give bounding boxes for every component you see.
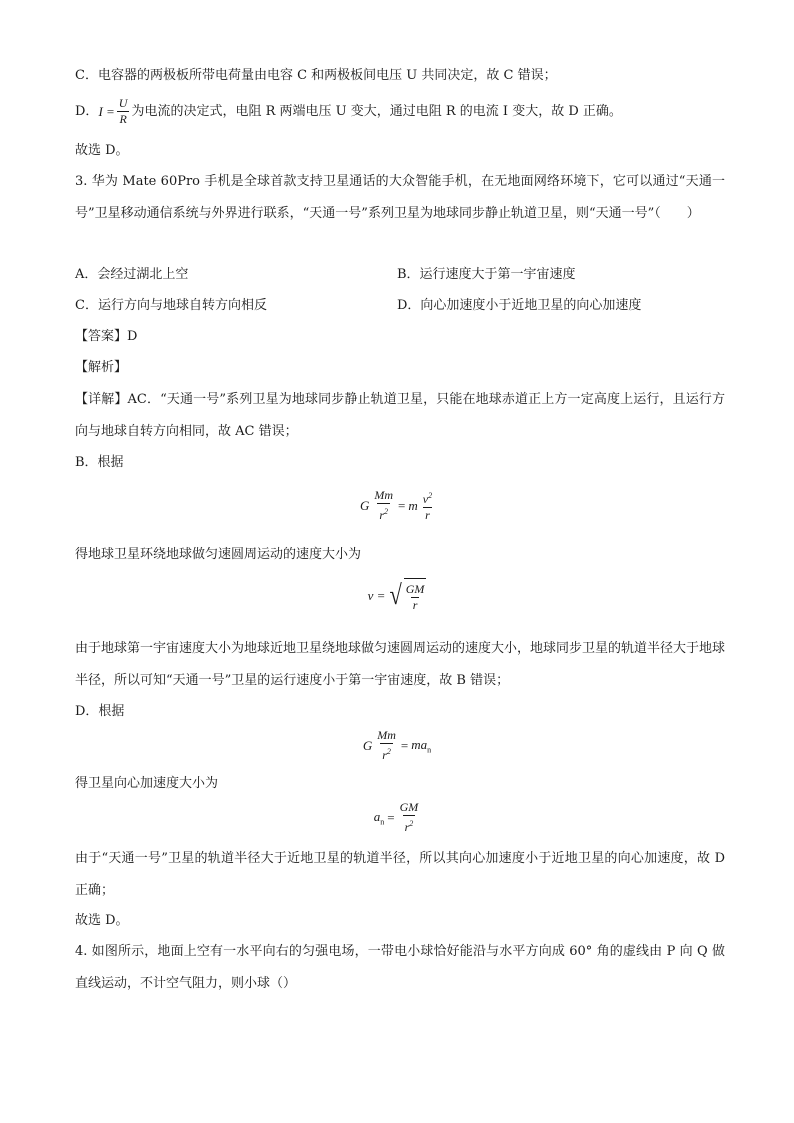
eq4-den-base: r xyxy=(404,820,410,834)
eq3-denominator xyxy=(380,743,393,763)
eq1-right-num-base: v xyxy=(422,492,429,506)
eq4-lhs xyxy=(374,809,385,827)
eq1-right-num-exponent: 2 xyxy=(428,491,433,500)
d-result-intro: 得卫星向心加速度大小为 xyxy=(75,776,219,791)
eq3-equals: = xyxy=(400,737,409,753)
eq3-den-exponent: 2 xyxy=(386,747,391,756)
eq2-denominator: r xyxy=(412,598,418,612)
formula-current-fraction xyxy=(117,96,130,127)
detail-ac: 【详解】AC．“天通一号”系列卫星为地球同步静止轨道卫星，只能在地球赤道正上方一定高度上运行，且运行方向与地球自转方向相同，故 AC 错误； xyxy=(75,392,725,439)
eq3-rhs-base: ma xyxy=(411,736,428,752)
eq1-equals: = xyxy=(398,497,406,513)
eq3-g: G xyxy=(362,737,373,753)
d-conclusion: 由于“天通一号”卫星的轨道半径大于近地卫星的轨道半径，所以其向心加速度小于近地卫星的向心加速度，故 D 正确； xyxy=(75,851,725,898)
eq4-fraction xyxy=(398,800,421,835)
analysis-label: 【解析】 xyxy=(75,360,128,375)
eq1-right-fraction xyxy=(421,488,434,523)
eq1-left-den-exponent: 2 xyxy=(384,507,388,516)
eq1-right-numerator xyxy=(421,488,434,507)
option-a: A．会经过湖北上空 xyxy=(75,267,189,282)
eq4-den-exponent: 2 xyxy=(409,819,414,828)
eq1-left-denominator xyxy=(377,503,390,523)
b-conclusion: 由于地球第一宇宙速度大小为地球近地卫星绕地球做匀速圆周运动的速度大小，地球同步卫星的轨道半径大于地球半径，所以可知“天通一号”卫星的运行速度小于第一宇宙速度，故 B 错误； xyxy=(75,641,726,688)
eq2-fraction xyxy=(404,582,427,613)
question-3-stem: 3. 华为 Mate 60Pro 手机是全球首款支持卫星通话的大众智能手机，在无地面网络环境下，它可以通过“天通一号”卫星移动通信系统与外界进行联系，“天通一号”系列卫星为地球同步静止轨道卫星，则“天通一号”（ ） xyxy=(75,174,725,221)
eq1-g: G xyxy=(359,497,370,513)
question-4-stem: 4. 如图所示，地面上空有一水平向右的匀强电场，一带电小球恰好能沿与水平方向成 60° 角的虚线由 P 向 Q 做直线运动，不计空气阻力，则小球（） xyxy=(75,944,725,991)
option-d-prev-suffix: 为电流的决定式，电阻 R 两端电压 U 变大，通过电阻 R 的电流 I 变大，故 D 正确。 xyxy=(131,103,622,119)
sqrt-radical xyxy=(388,578,426,614)
option-c-prev-explanation: C．电容器的两极板所带电荷量由电容 C 和两极板间电压 U 共同决定，故 C 错误； xyxy=(75,68,557,83)
formula-current-numerator: U xyxy=(118,96,128,110)
eq4-equals: = xyxy=(387,809,395,825)
b-result-intro: 得地球卫星环绕地球做匀速圆周运动的速度大小为 xyxy=(75,547,362,562)
eq3-fraction xyxy=(375,728,398,763)
eq1-right-denominator: r xyxy=(425,508,430,522)
eq1-left-numerator: Mm xyxy=(374,488,393,502)
answer-label: 【答案】D xyxy=(75,329,138,344)
eq4-numerator: GM xyxy=(399,800,419,814)
sqrt-sign-icon: √ xyxy=(389,580,403,611)
eq3-rhs xyxy=(411,737,431,755)
formula-current-denominator: R xyxy=(119,112,127,126)
equation-gravity-velocity xyxy=(0,488,794,523)
eq4-denominator xyxy=(403,815,416,835)
option-b: B．运行速度大于第一宇宙速度 xyxy=(397,267,576,282)
formula-current-lhs: I = xyxy=(98,103,115,119)
select-answer: 故选 D。 xyxy=(75,913,129,928)
eq2-lhs: v = xyxy=(367,588,386,603)
sqrt-body xyxy=(404,578,427,614)
eq3-numerator: Mm xyxy=(377,728,396,742)
b-intro: B．根据 xyxy=(75,455,124,470)
eq3-rhs-subscript: n xyxy=(427,745,432,755)
eq2-numerator: GM xyxy=(405,582,425,596)
eq3-den-base: r xyxy=(382,748,387,762)
eq1-m: m xyxy=(408,497,418,513)
option-d: D．向心加速度小于近地卫星的向心加速度 xyxy=(397,298,642,313)
eq4-lhs-subscript: n xyxy=(380,817,385,827)
option-d-prev-prefix: D． xyxy=(75,103,99,119)
equation-gravity-acceleration xyxy=(0,728,794,763)
option-c: C．运行方向与地球自转方向相反 xyxy=(75,298,267,313)
eq1-left-fraction xyxy=(372,488,395,523)
equation-centripetal-acceleration xyxy=(0,800,794,835)
select-prev: 故选 D。 xyxy=(75,143,129,158)
equation-orbital-velocity xyxy=(0,578,794,614)
d-intro: D．根据 xyxy=(75,704,125,719)
eq4-lhs-base: a xyxy=(373,808,381,824)
eq1-left-den-base: r xyxy=(379,508,384,522)
option-d-prev-explanation xyxy=(75,96,622,127)
